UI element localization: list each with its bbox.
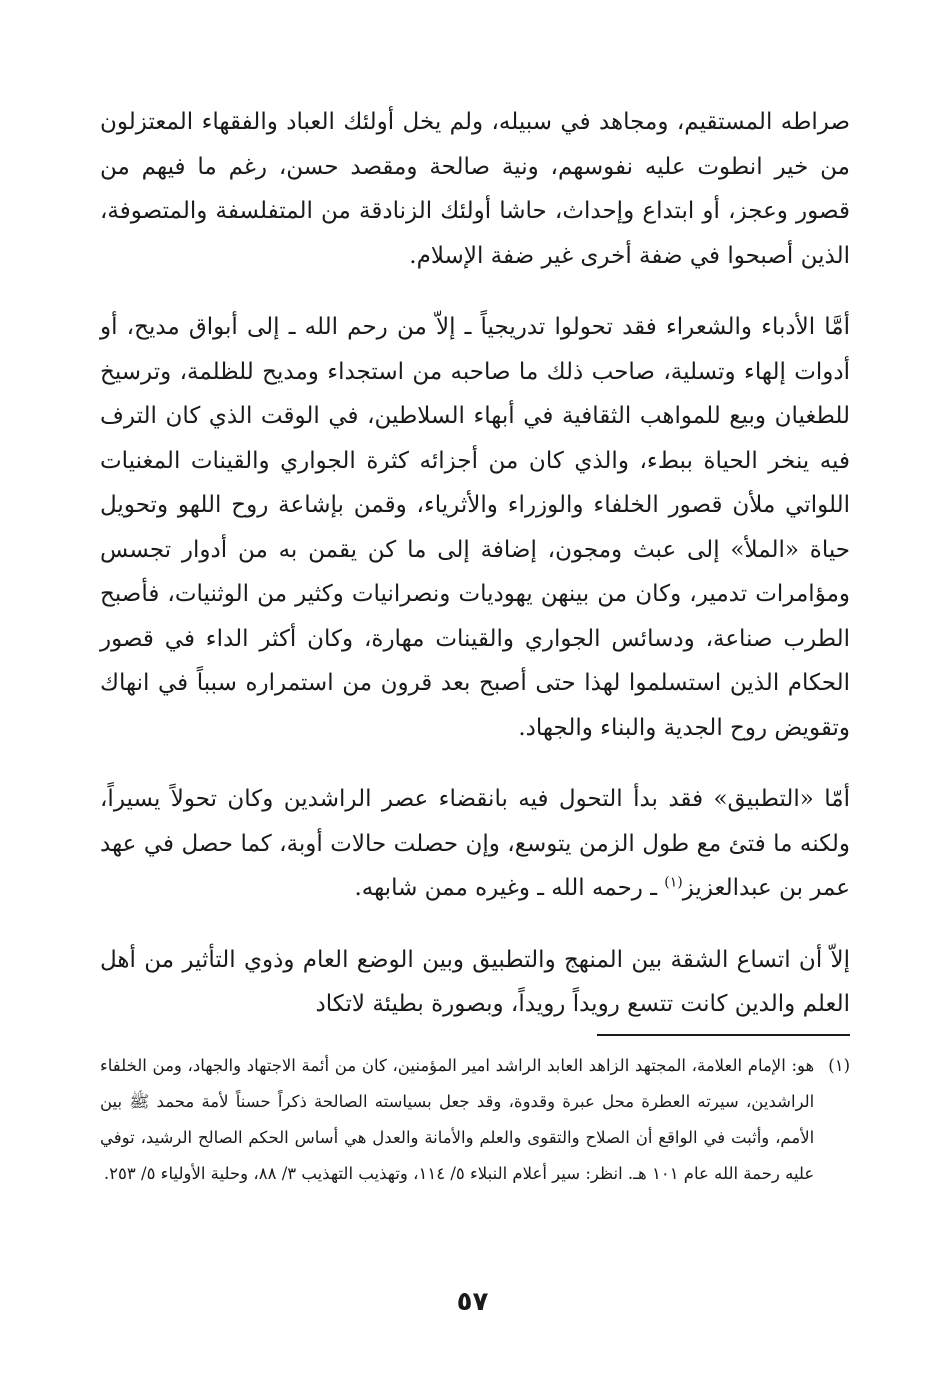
paragraph-with-footnote-ref — [100, 777, 850, 911]
footnote-reference[interactable]: (١) — [664, 874, 683, 891]
footnote-marker: (١) — [828, 1056, 850, 1075]
page-number: ٥٧ — [456, 1287, 489, 1317]
footnote — [100, 1048, 850, 1192]
footnote-separator — [597, 1034, 850, 1036]
paragraph-text: ـ رحمه الله ـ وغيره ممن شابهه. — [354, 875, 665, 901]
main-text — [100, 100, 850, 1027]
paragraph: إلاّ أن اتساع الشقة بين المنهج والتطبيق وبين الوضع العام وذوي التأثير من أهل العلم والدين كانت تتسع رويداً رويداً، وبصورة بطيئة لاتكاد — [100, 946, 850, 1017]
paragraph: أمَّا الأدباء والشعراء فقد تحولوا تدريجياً ـ إلاّ من رحم الله ـ إلى أبواق مديح، أو أدوات إلهاء وتسلية، صاحب ذلك ما صاحبه من استجداء ومديح للظلمة، وترسيخ للطغيان وبيع للمواهب الثقافية في أبهاء السلاطين، في الوقت الذي كان الترف فيه ينخر الحياة ببطء، والذي كان من أجزائه كثرة الجواري والقينات المغنيات اللواتي ملأن قصور الخلفاء والوزراء والأثرياء، وقمن بإشاعة روح اللهو وتحويل حياة «الملأ» إلى عبث ومجون، إضافة إلى ما كن يقمن به من أدوار تجسس ومؤامرات تدمير، وكان من بينهن يهوديات ونصرانيات وكثير من الوثنيات، فأصبح الطرب صناعة، ودسائس الجواري والقينات مهارة، وكان أكثر الداء في قصور الحكام الذين استسلموا لهذا حتى أصبح بعد قرون من استمراره سبباً في انهاك وتقويض روح الجدية والبناء والجهاد. — [100, 314, 850, 741]
footnote-text: هو: الإمام العلامة، المجتهد الزاهد العابد الراشد امير المؤمنين، كان من أئمة الاجتهاد والجهاد، ومن الخلفاء الراشدين، سيرته العطرة محل عبرة وقدوة، وقد جعل بسياسته الصالحة ذكراً حسناً لأمة محمد ﷺ بين الأمم، وأثبت في الواقع أن الصلاح والتقوى والعلم والأمانة والعدل هي أساس الحكم الصالح الرشيد، توفي عليه رحمة الله عام ١٠١ هـ. انظر: سير أعلام النبلاء ٥/ ١١٤، وتهذيب التهذيب ٣/ ٨٨، وحلية الأولياء ٥/ ٢٥٣. — [100, 1056, 815, 1183]
paragraph: صراطه المستقيم، ومجاهد في سبيله، ولم يخل أولئك العباد والفقهاء المعتزلون من خير انطوت عليه نفوسهم، ونية صالحة ومقصد حسن، رغم ما فيهم من قصور وعجز، أو ابتداع وإحداث، حاشا أولئك الزنادقة من المتفلسفة والمتصوفة، الذين أصبحوا في ضفة أخرى غير ضفة الإسلام. — [100, 109, 850, 269]
paragraph-text: أمّا «التطبيق» فقد بدأ التحول فيه بانقضاء عصر الراشدين وكان تحولاً يسيراً، ولكنه ما فتئ مع طول الزمن يتوسع، وإن حصلت حالات أوبة، كما حصل في عهد عمر بن عبدالعزيز — [100, 786, 850, 901]
